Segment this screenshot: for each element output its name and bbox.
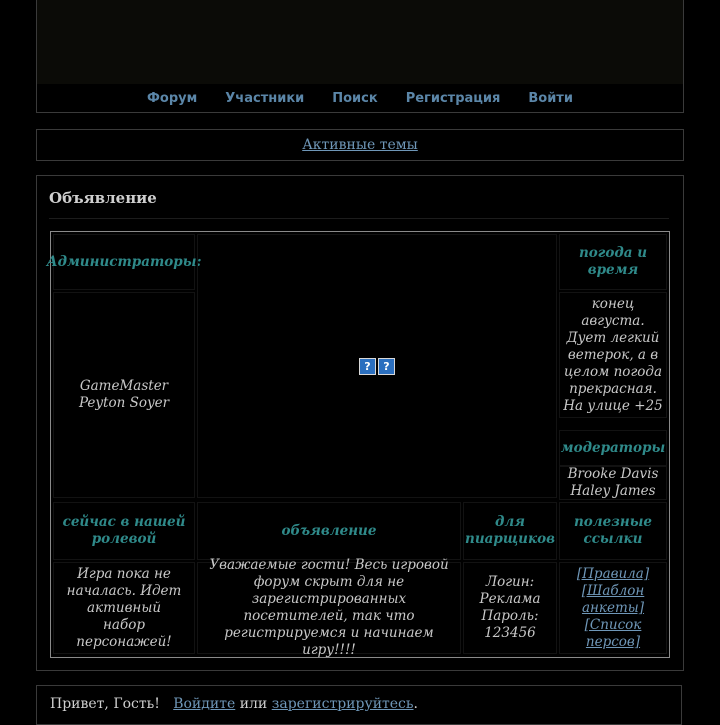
login-link[interactable]: Войдите [173, 696, 236, 712]
announcement-table [46, 231, 670, 658]
pr-header-text: для пиарщиков [465, 514, 555, 547]
moderators-header [559, 430, 667, 466]
profile-template-link[interactable]: [Шаблон анкеты] [581, 582, 645, 616]
useful-links-header-text: полезные ссылки [573, 514, 653, 547]
nav-search[interactable]: Поиск [332, 90, 378, 106]
pr-login: Логин: Реклама [479, 574, 541, 607]
notice-text: Уважаемые гости! Весь игровой форум скрыт для не зарегистрированных посетителей, так что регистрируемся и начинаем игру!!!! [209, 557, 449, 658]
useful-links-header [559, 502, 667, 560]
nav-login[interactable]: Войти [528, 90, 573, 106]
forum-banner [36, 0, 684, 84]
notice-header [197, 502, 461, 560]
moderator-name: Haley James [570, 483, 656, 499]
admin-name: GameMaster [79, 378, 169, 394]
greeting-text: Привет, Гость! [50, 696, 160, 712]
banner-image-cell [197, 234, 557, 498]
moderator-name: Brooke Davis [567, 466, 659, 482]
now-playing-header-text: сейчас в нашей ролевой [62, 514, 186, 547]
admins-header-text: Администраторы: [46, 253, 202, 270]
pr-password: Пароль: 123456 [481, 608, 539, 641]
moderators-list [559, 466, 667, 500]
main-navigation [36, 84, 684, 113]
announcement-divider [49, 218, 669, 219]
now-playing-text: Игра пока не началась. Идет активный набор персонажей! [66, 565, 182, 650]
greeting-suffix: . [413, 696, 418, 712]
pr-credentials [463, 562, 557, 654]
moderators-header-text: модераторы [560, 439, 666, 456]
admin-name: Peyton Soyer [78, 395, 170, 411]
characters-list-link[interactable]: [Список персов] [584, 616, 642, 650]
nav-forum[interactable]: Форум [147, 90, 198, 106]
weather-header [559, 234, 667, 290]
useful-links-list [559, 562, 667, 654]
now-playing-header [53, 502, 195, 560]
weather-text: конец августа. Дует легкий ветерок, а в целом погода прекрасная. На улице +25 [563, 295, 663, 414]
notice-info [197, 557, 461, 658]
missing-image-icon: ? [359, 358, 376, 375]
missing-image-icon: ? [378, 358, 395, 375]
admins-list [53, 292, 195, 498]
greeting-or: или [239, 696, 268, 712]
active-topics-bar [36, 129, 684, 161]
announcement-panel [36, 175, 684, 671]
register-link[interactable]: зарегистрируйтесь [271, 696, 414, 712]
rules-link[interactable]: [Правила] [576, 565, 650, 582]
nav-members[interactable]: Участники [225, 90, 305, 106]
guest-greeting [36, 685, 682, 725]
weather-info [559, 292, 667, 418]
nav-register[interactable]: Регистрация [405, 90, 501, 106]
active-topics-link[interactable]: Активные темы [302, 137, 418, 153]
weather-header-text: погода и время [578, 245, 648, 278]
now-playing-info [53, 562, 195, 654]
announcement-title: Объявление [49, 189, 157, 207]
notice-header-text: объявление [281, 522, 377, 539]
admins-header [46, 234, 202, 290]
pr-header [463, 502, 557, 560]
